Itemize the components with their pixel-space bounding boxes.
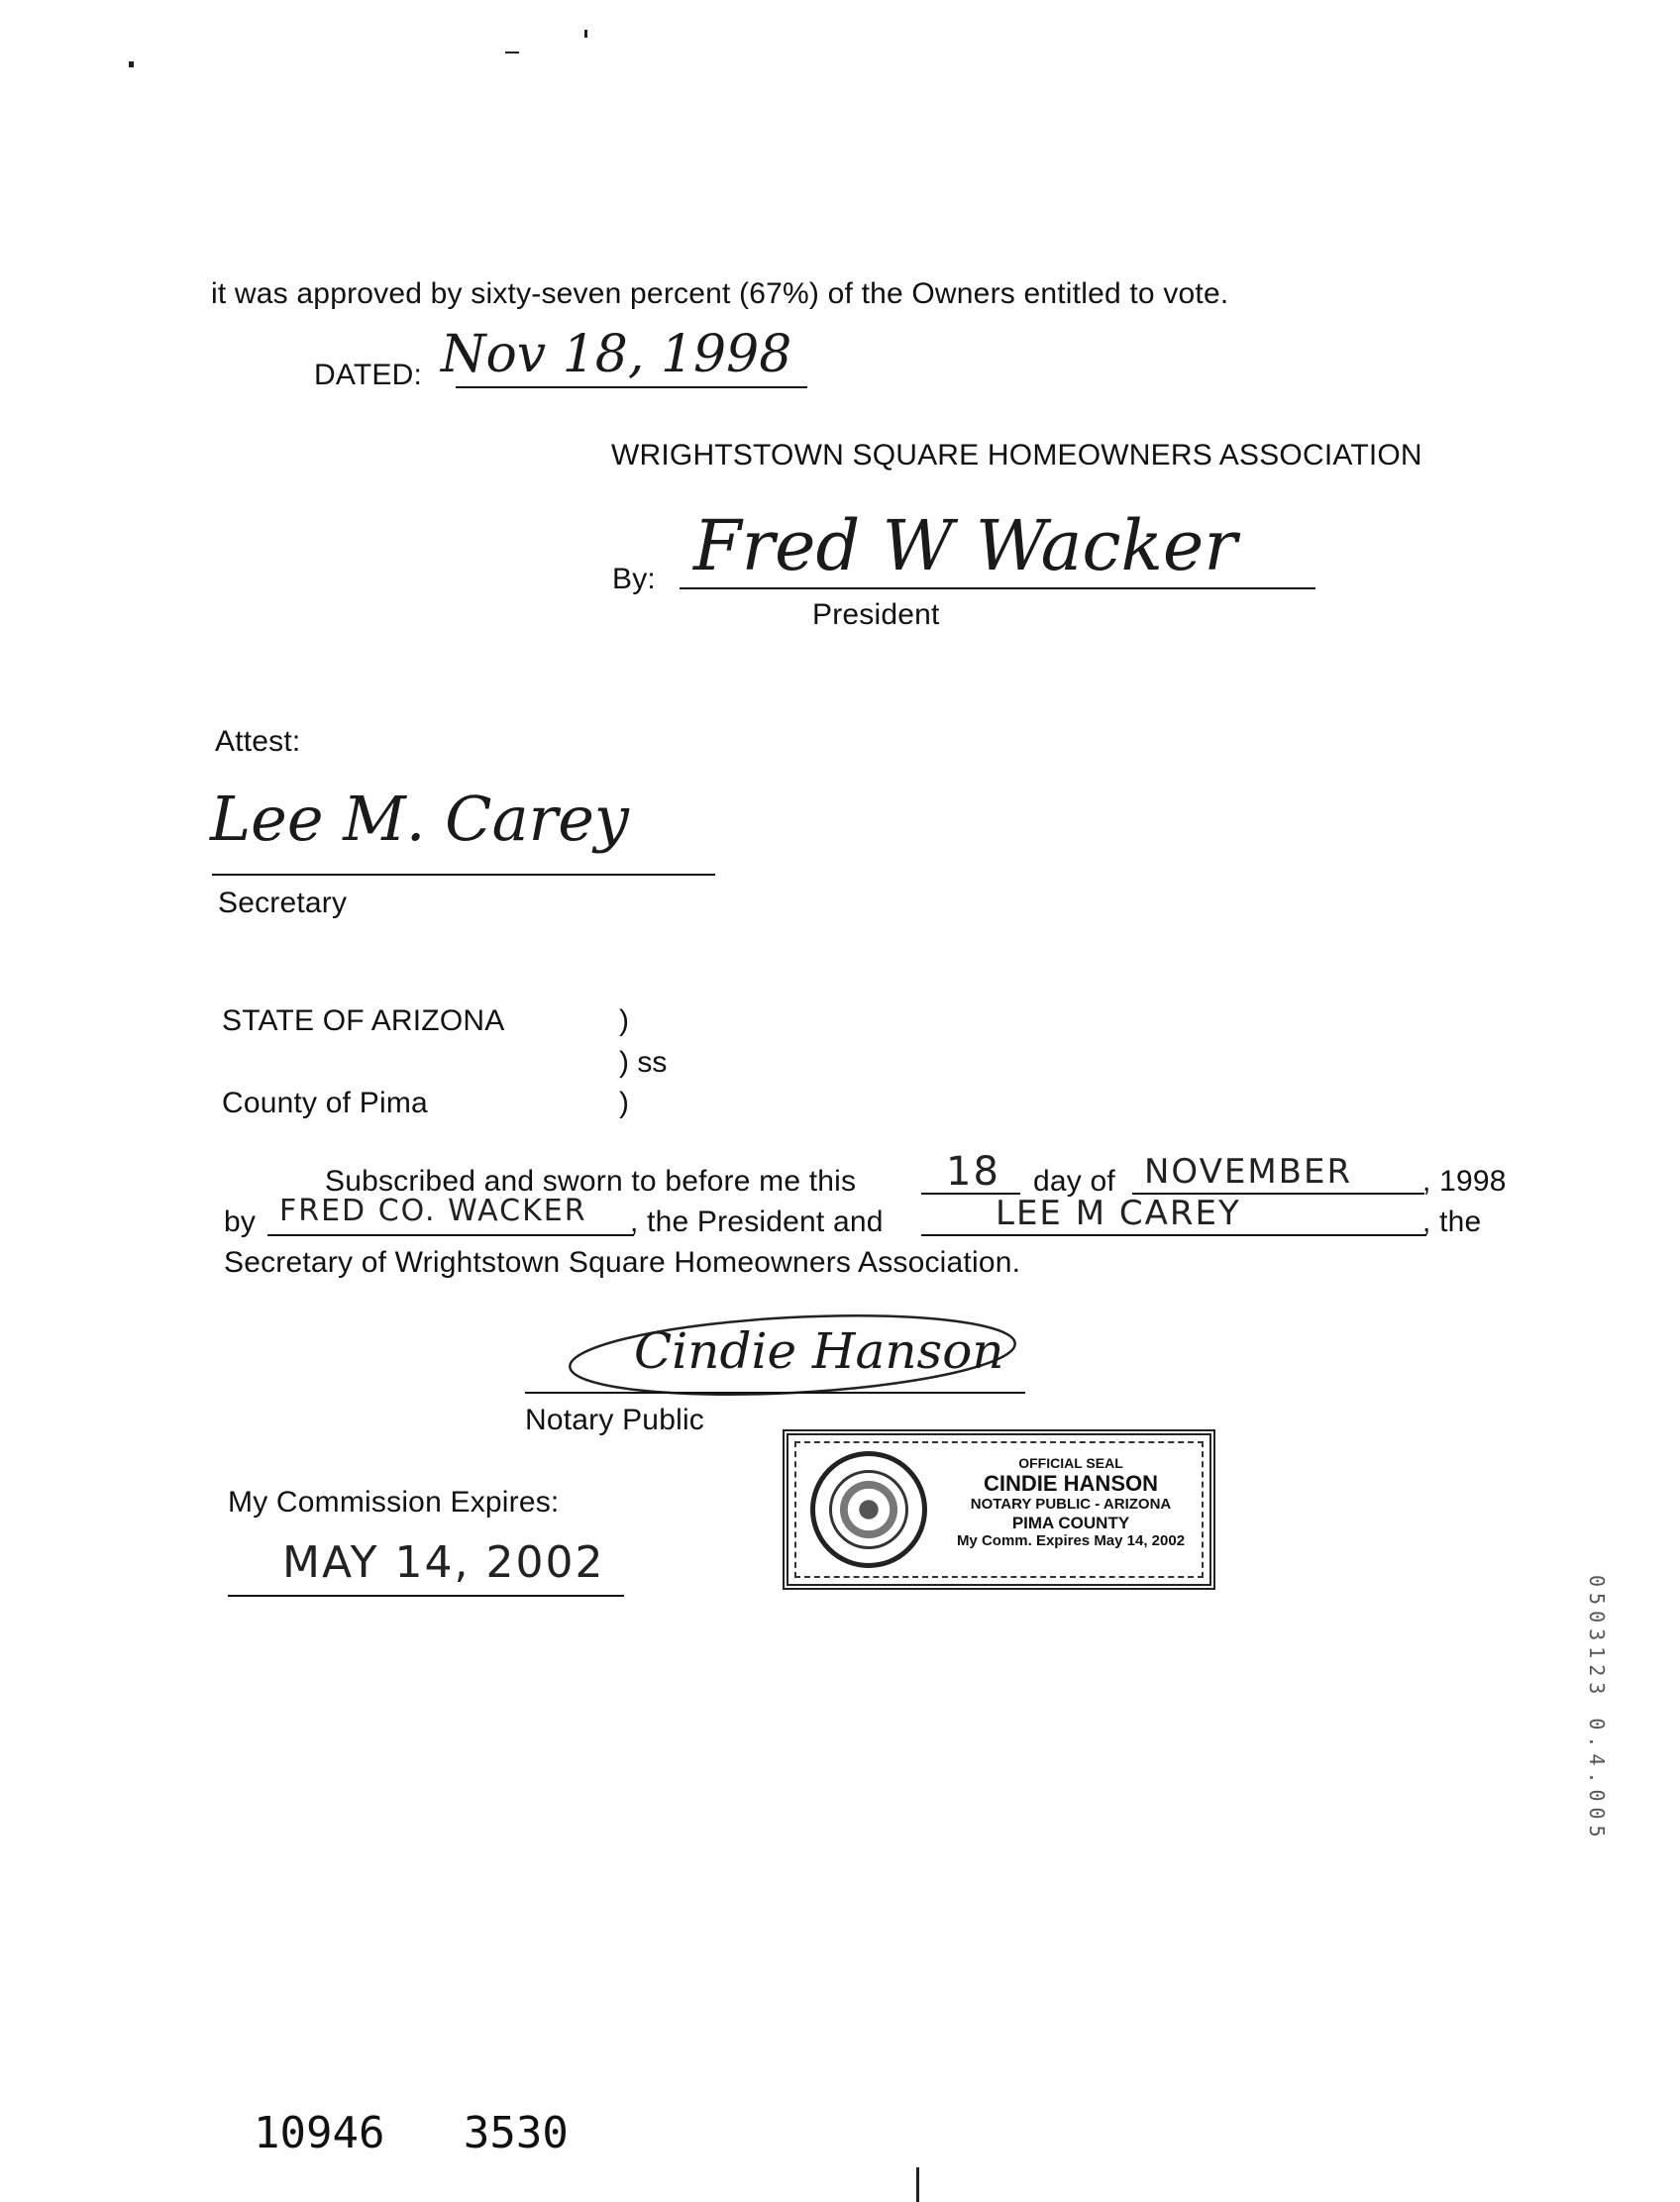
jurat-year: , 1998 bbox=[1422, 1165, 1507, 1198]
scan-mark bbox=[505, 52, 519, 53]
jurat-president-name: FRED CO. WACKER bbox=[279, 1194, 587, 1228]
jurat-day-of: day of bbox=[1033, 1165, 1115, 1198]
notary-signature: Cindie Hanson bbox=[634, 1322, 1004, 1380]
venue-county: County of Pima bbox=[222, 1087, 428, 1119]
approval-text: it was approved by sixty-seven percent (67%) of the Owners entitled to vote. bbox=[211, 277, 1229, 310]
jurat-by: by bbox=[224, 1206, 257, 1238]
notary-signature-line bbox=[525, 1392, 1025, 1394]
scan-mark bbox=[129, 61, 134, 67]
secretary-signature-line bbox=[212, 874, 715, 876]
association-name: WRIGHTSTOWN SQUARE HOMEOWNERS ASSOCIATION bbox=[611, 439, 1422, 472]
commission-label: My Commission Expires: bbox=[228, 1486, 560, 1519]
secretary-label: Secretary bbox=[218, 887, 348, 919]
seal-line-5: My Comm. Expires May 14, 2002 bbox=[956, 1532, 1186, 1550]
seal-text-block bbox=[947, 1455, 1195, 1549]
scan-mark bbox=[584, 30, 587, 38]
venue-state: STATE OF ARIZONA bbox=[222, 1004, 505, 1037]
jurat-day: 18 bbox=[946, 1149, 1000, 1195]
jurat-prefix: Subscribed and sworn to before me this bbox=[325, 1165, 857, 1198]
state-seal-icon bbox=[810, 1451, 927, 1568]
president-signature-line bbox=[680, 587, 1315, 589]
jurat-president-line bbox=[267, 1234, 634, 1236]
by-label: By: bbox=[612, 563, 656, 595]
secretary-signature: Lee M. Carey bbox=[210, 783, 629, 855]
document-number: 10946 3530 bbox=[254, 2108, 569, 2158]
commission-line bbox=[228, 1595, 624, 1597]
dated-value: Nov 18, 1998 bbox=[441, 325, 792, 384]
dated-label: DATED: bbox=[314, 359, 422, 391]
venue-paren-bottom: ) bbox=[619, 1087, 629, 1119]
notary-label: Notary Public bbox=[525, 1404, 705, 1436]
jurat-secretary-line bbox=[921, 1234, 1426, 1236]
president-label: President bbox=[812, 598, 940, 631]
president-signature: Fred W Wacker bbox=[693, 505, 1237, 586]
jurat-president-and: , the President and bbox=[630, 1206, 884, 1238]
seal-line-1: OFFICIAL SEAL bbox=[1018, 1455, 1123, 1471]
seal-line-2: CINDIE HANSON bbox=[983, 1471, 1158, 1497]
seal-line-3: NOTARY PUBLIC - ARIZONA bbox=[970, 1496, 1172, 1514]
jurat-secretary-name: LEE M CAREY bbox=[996, 1194, 1241, 1233]
jurat-month: NOVEMBER bbox=[1144, 1152, 1353, 1192]
jurat-line-3: Secretary of Wrightstown Square Homeowners Association. bbox=[224, 1246, 1021, 1279]
dated-line bbox=[456, 386, 807, 388]
official-seal-stamp bbox=[783, 1429, 1215, 1590]
commission-value: MAY 14, 2002 bbox=[282, 1537, 605, 1588]
venue-ss: ) ss bbox=[619, 1046, 668, 1079]
side-document-number: 0503123 0.4.005 bbox=[1585, 1575, 1609, 1843]
venue-paren-top: ) bbox=[619, 1004, 629, 1037]
scan-mark bbox=[916, 2167, 919, 2202]
seal-line-4: PIMA COUNTY bbox=[1011, 1513, 1130, 1532]
jurat-the: , the bbox=[1422, 1206, 1482, 1238]
attest-label: Attest: bbox=[215, 725, 301, 758]
